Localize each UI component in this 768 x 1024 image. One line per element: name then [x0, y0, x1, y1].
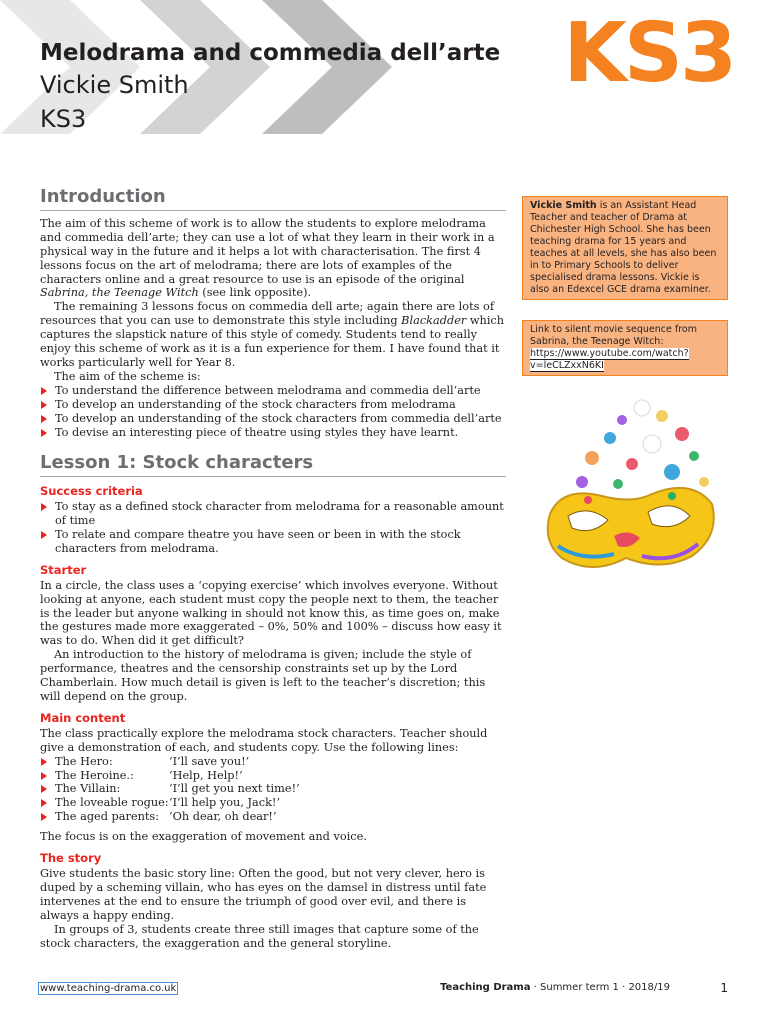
- lesson-1-heading: Lesson 1: Stock characters: [40, 456, 506, 477]
- success-criteria-list: [40, 500, 506, 556]
- video-link-box: [522, 320, 728, 376]
- aim-text: To develop an understanding of the stock characters from commedia dell’arte: [55, 411, 502, 425]
- link-description: Link to silent movie sequence from Sabrina, the Teenage Witch:: [530, 324, 697, 347]
- triangle-bullet-icon: [41, 785, 47, 793]
- character-name: The loveable rogue:: [55, 796, 169, 810]
- intro-text-2b: which captures the slapstick nature of this style of comedy. Students tend to really enjoy this scheme of work as it is a fun experience for them. I have found that it works particularly well for Year 8.: [40, 314, 505, 369]
- youtube-link[interactable]: https://www.youtube.com/watch?v=leCLZxxN6KI: [530, 348, 689, 371]
- website-link[interactable]: www.teaching-drama.co.uk: [40, 983, 177, 994]
- starter-heading: Starter: [40, 562, 87, 577]
- publication-info: [440, 982, 670, 993]
- issue-info: · Summer term 1 · 2018/19: [530, 982, 670, 993]
- story-paragraph-2: In groups of 3, students create three still images that capture some of the stock characters, the exaggeration and the general storyline.: [40, 922, 479, 950]
- triangle-bullet-icon: [41, 758, 47, 766]
- intro-paragraph-1: [40, 217, 506, 300]
- criterion-text: To relate and compare theatre you have seen or been in with the stock characters from melodrama.: [55, 528, 461, 555]
- bio-text: is an Assistant Head Teacher and teacher of Drama at Chichester High School. She has been teaching drama for 15 years and teaches at all levels, she has also been in to Primary Schools to deliver specialised drama lessons. Vickie is also an Edexcel GCE drama examiner.: [530, 200, 717, 295]
- triangle-bullet-icon: [41, 401, 47, 409]
- list-item: [40, 782, 506, 796]
- character-name: The Heroine.:: [55, 768, 134, 782]
- success-criteria-heading: Success criteria: [40, 484, 143, 499]
- triangle-bullet-icon: [41, 387, 47, 395]
- intro-text: The aim of this scheme of work is to allow the students to explore melodrama and commedia dell’arte; they can use a lot of what they learn in their work in a physical way in the future and it helps a lot with characterisation. The first 4 lessons focus on the art of melodrama; there are lots of examples of the characters online and a great resource to use is an episode of the original: [40, 216, 495, 286]
- character-line: ‘I’ll get you next time!’: [169, 782, 300, 796]
- story-paragraph-1: Give students the basic story line: Often the good, but not very clever, hero is duped by a scheming villain, who has eyes on the damsel in distress until fate intervenes at the end to ensure the triumph of good over evil, and there is always a happy ending.: [40, 866, 487, 922]
- author-bio-box: [522, 196, 728, 300]
- author-name: Vickie Smith: [40, 71, 189, 99]
- list-item: [40, 412, 506, 426]
- list-item: [40, 810, 506, 824]
- character-name: The aged parents:: [55, 810, 160, 824]
- introduction-heading: Introduction: [40, 190, 506, 211]
- criterion-text: To stay as a defined stock character from melodrama for a reasonable amount of time: [55, 500, 504, 528]
- character-line: ‘Help, Help!’: [169, 768, 243, 782]
- character-line: ‘Oh dear, oh dear!’: [169, 810, 277, 824]
- triangle-bullet-icon: [41, 813, 47, 821]
- intro-text-2a: The remaining 3 lessons focus on commedia dell arte; again there are lots of resources that you can use to demonstrate this style including: [40, 300, 494, 328]
- stock-characters-list: [40, 755, 506, 825]
- list-item: [40, 769, 506, 783]
- focus-note: The focus is on the exaggeration of movement and voice.: [40, 830, 367, 844]
- triangle-bullet-icon: [41, 799, 47, 807]
- starter-paragraph-1: In a circle, the class uses a ‘copying exercise’ which involves everyone. Without looking at anyone, each student must copy the people next to them, the teacher is the leader but anyone walking in should not know this, as time goes on, make the gestures made more exaggerated – 0%, 50% and 100% – discuss how easy it was to do. When did it get difficult?: [40, 578, 502, 648]
- aim-text: To understand the difference between melodrama and commedia dell’arte: [55, 383, 481, 397]
- title-block: [40, 38, 500, 136]
- key-stage-badge: KS3: [563, 6, 734, 101]
- blackadder-title: Blackadder: [401, 314, 467, 328]
- list-item: [40, 426, 506, 440]
- aims-list: [40, 384, 506, 440]
- list-item: [40, 398, 506, 412]
- intro-paragraph-2: [40, 300, 506, 370]
- sidebar: [522, 196, 728, 376]
- main-content-heading: Main content: [40, 710, 126, 725]
- key-stage-label: KS3: [40, 105, 87, 133]
- triangle-bullet-icon: [41, 772, 47, 780]
- aim-text: To develop an understanding of the stock characters from melodrama: [55, 397, 456, 411]
- carnival-mask-illustration: [522, 386, 730, 582]
- triangle-bullet-icon: [41, 429, 47, 437]
- page-number: 1: [720, 981, 728, 995]
- list-item: [40, 384, 506, 398]
- starter-paragraph-2: An introduction to the history of melodrama is given; include the style of performance, theatres and the censorship constraints set up by the Lord Chamberlain. How much detail is given is left to the teacher’s discretion; this will depend on the group.: [40, 648, 486, 703]
- character-line: ‘I’ll help you, Jack!’: [169, 796, 281, 810]
- intro-paragraph-3: The aim of the scheme is:: [54, 369, 201, 383]
- triangle-bullet-icon: [41, 415, 47, 423]
- list-item: [40, 796, 506, 810]
- character-name: The Villain:: [55, 782, 121, 796]
- list-item: [40, 500, 506, 528]
- main-column: [40, 186, 506, 950]
- triangle-bullet-icon: [41, 531, 47, 539]
- main-content-paragraph: The class practically explore the melodrama stock characters. Teacher should give a demonstration of each, and students copy. Use the following lines:: [40, 726, 488, 754]
- bio-name: Vickie Smith: [530, 200, 597, 211]
- aim-text: To devise an interesting piece of theatre using styles they have learnt.: [55, 425, 459, 439]
- triangle-bullet-icon: [41, 503, 47, 511]
- intro-text-end: (see link opposite).: [198, 286, 312, 300]
- publication-name: Teaching Drama: [440, 982, 531, 993]
- story-heading: The story: [40, 851, 102, 866]
- character-line: ‘I’ll save you!’: [169, 754, 250, 768]
- list-item: [40, 755, 506, 769]
- character-name: The Hero:: [55, 754, 113, 768]
- list-item: [40, 528, 506, 556]
- sabrina-title: Sabrina, the Teenage Witch: [40, 286, 199, 300]
- article-title: Melodrama and commedia dell’arte: [40, 40, 501, 66]
